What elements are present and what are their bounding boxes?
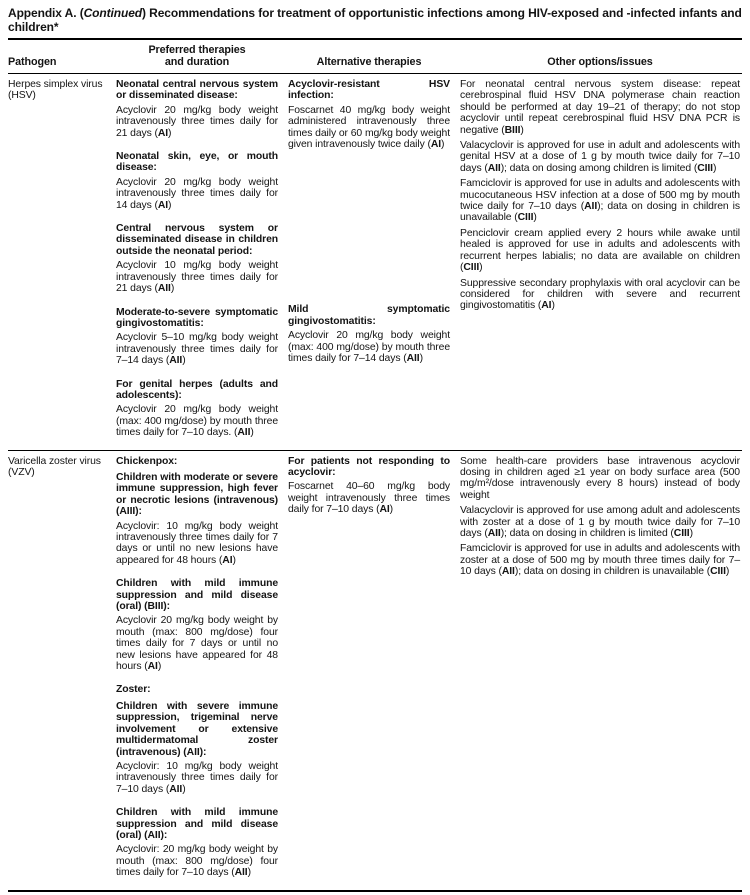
therapy-text: Acyclovir 20 mg/kg body weight intravenously three times daily for 14 days (AI) — [116, 176, 278, 211]
note-text: Valacyclovir is approved for use in adult and adolescents with genital HSV at a dose of 1 g by mouth twice daily for 7–10 days (AII); data on dosing among children is limited (CIII) — [460, 140, 740, 174]
hsv-alternative-cell — [288, 79, 460, 442]
title-continued: Continued — [83, 6, 143, 20]
therapy-heading: For patients not responding to acyclovir: — [288, 455, 450, 478]
title-part2: ) Recommendations for treatment of opportunistic infections among HIV-exposed and -infected infants and children* — [8, 6, 742, 34]
note-text: Famciclovir is approved for use in adults and adolescents with zoster at a dose of 500 mg by mouth three times daily for 7–10 days (AII); data on dosing in children is unavailable (CIII) — [460, 543, 740, 578]
therapy-text: Acyclovir 20 mg/kg body weight by mouth (max: 800 mg/dose) four times daily for 7 days or until no new lesions have appeared for 48 hours (AI) — [116, 615, 278, 673]
therapy-text: Acyclovir 10 mg/kg body weight intravenously three times daily for 21 days (AII) — [116, 260, 278, 295]
note-text: Some health-care providers base intravenous acyclovir dosing in children aged ≥1 year on body surface area (500 mg/m²/dose intravenously every 8 hours) instead of body weight — [460, 455, 740, 501]
therapy-heading: Children with mild immune suppression and mild disease (oral) (BIII): — [116, 578, 278, 613]
therapy-heading: For genital herpes (adults and adolescents): — [116, 378, 278, 401]
pathogen-name-hsv: Herpes simplex virus (HSV) — [8, 79, 103, 102]
table-bottom-border — [8, 890, 742, 892]
therapy-heading: Neonatal central nervous system or disseminated disease: — [116, 79, 278, 102]
therapy-heading: Acyclovir-resistant HSV infection: — [288, 79, 450, 102]
table-header — [8, 40, 742, 73]
vzv-alternative-cell — [288, 456, 460, 882]
header-preferred-line2: and duration — [164, 56, 230, 68]
note-text: Famciclovir is approved for use in adults and adolescents with mucocutaneous HSV infection at a dose of 500 mg by mouth twice daily for 7–10 days (AII); data on dosing in children is unavailable (CIII) — [460, 178, 740, 224]
note-text: Suppressive secondary prophylaxis with oral acyclovir can be considered for children with severe and recurrent gingivostomatitis (AI) — [460, 277, 740, 312]
therapy-heading: Neonatal skin, eye, or mouth disease: — [116, 151, 278, 174]
therapy-text: Acyclovir 20 mg/kg body weight (max: 400 mg/dose) by mouth three times daily for 7–10 days. (AII) — [116, 404, 278, 439]
therapy-heading: Children with moderate or severe immune suppression, high fever or necrotic lesions (intravenous) (AIII): — [116, 471, 278, 518]
therapy-heading: Mild symptomatic gingivostomatitis: — [288, 304, 450, 327]
therapy-text: Acyclovir 5–10 mg/kg body weight intravenously three times daily for 7–14 days (AII) — [116, 332, 278, 367]
header-preferred-line1: Preferred therapies — [148, 44, 246, 56]
header-pathogen: Pathogen — [8, 56, 57, 68]
therapy-text: Acyclovir 20 mg/kg body weight (max: 400 mg/dose) by mouth three times daily for 7–14 days (AII) — [288, 330, 450, 365]
hsv-preferred-cell — [116, 79, 288, 442]
therapy-heading: Children with severe immune suppression, trigeminal nerve involvement or extensive multidermatomal zoster (intravenous) (AII): — [116, 700, 278, 758]
therapy-heading: Central nervous system or disseminated disease in children outside the neonatal period: — [116, 223, 278, 257]
note-text: For neonatal central nervous system disease: repeat cerebrospinal fluid HSV DNA polymerase chain reaction should be performed at day 19–21 of therapy; do not stop acyclovir until repeat cerebrospinal fluid HSV DNA PCR is negative (BIII) — [460, 79, 740, 136]
therapy-heading: Chickenpox: — [116, 455, 178, 467]
therapy-heading: Moderate-to-severe symptomatic gingivostomatitis: — [116, 306, 278, 329]
note-text: Valacyclovir is approved for use among adult and adolescents with zoster at a dose of 1 g by mouth twice daily for 7–10 days (AII); data on dosing in children is limited (CIII) — [460, 505, 740, 539]
vzv-other-cell — [460, 456, 742, 882]
vzv-preferred-cell — [116, 456, 288, 882]
therapy-text: Foscarnet 40 mg/kg body weight administered intravenously three times daily or 60 mg/kg body weight given intravenously twice daily (AI) — [288, 104, 450, 151]
header-preferred — [116, 44, 288, 68]
header-alternative: Alternative therapies — [316, 56, 422, 68]
note-text: Penciclovir cream applied every 2 hours while awake until healed is approved for use in adults and adolescents with recurrent herpes labialis; no data are available on children (CIII) — [460, 227, 740, 274]
therapy-heading: Children with mild immune suppression and mild disease (oral) (AII): — [116, 807, 278, 841]
title-part1: Appendix A. ( — [8, 6, 84, 20]
pathogen-name-vzv: Varicella zoster virus (VZV) — [8, 455, 101, 478]
table-row-hsv — [8, 74, 742, 450]
therapy-text: Acyclovir 20 mg/kg body weight intravenously three times daily for 21 days (AI) — [116, 104, 278, 139]
therapy-text: Acyclovir: 10 mg/kg body weight intravenously three times daily for 7–10 days (AII) — [116, 760, 278, 795]
hsv-other-cell — [460, 79, 742, 442]
header-other: Other options/issues — [547, 56, 653, 68]
therapy-heading: Zoster: — [116, 684, 151, 696]
therapy-text: Acyclovir: 10 mg/kg body weight intravenously three times daily for 7 days or until no new lesions have appeared for 48 hours (AI) — [116, 520, 278, 566]
therapy-text: Foscarnet 40–60 mg/kg body weight intravenously three times daily for 7–10 days (AI) — [288, 481, 450, 516]
therapy-text: Acyclovir: 20 mg/kg body weight by mouth (max: 800 mg/dose) four times daily for 7–10 days (AII) — [116, 844, 278, 879]
table-row-vzv — [8, 451, 742, 890]
page-title — [8, 6, 742, 34]
